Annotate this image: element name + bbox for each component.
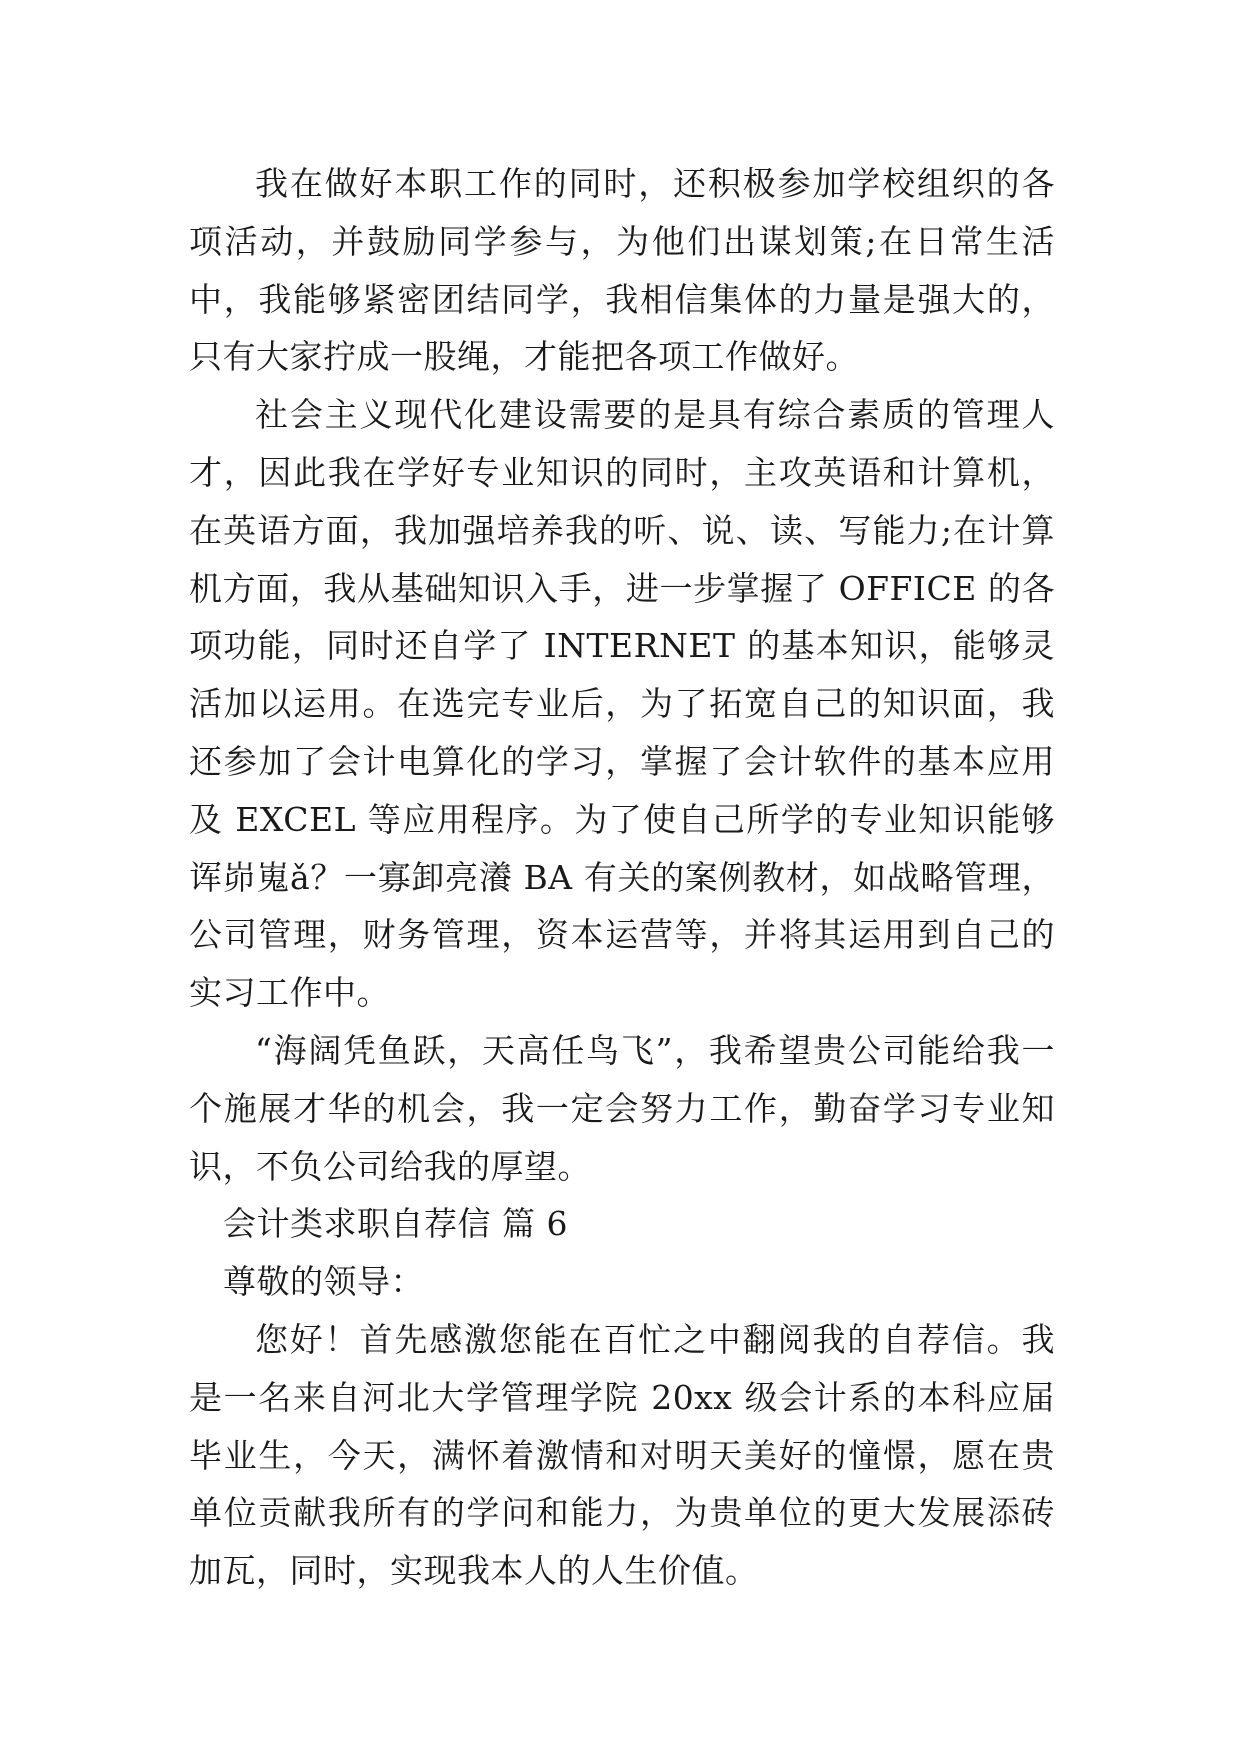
- salutation: 尊敬的领导：: [223, 1262, 424, 1302]
- paragraph-introduction: 您好！首先感激您能在百忙之中翻阅我的自荐信。我是一名来自河北大学管理学院 20xx 级会计系的本科应届毕业生，今天，满怀着激情和对明天美好的憧憬，愿在贵单位贡献我所有的学问和能力，为贵单位的更大发展添砖加瓦，同时，实现我本人的人生价值。: [189, 1319, 1055, 1591]
- paragraph-activities: 我在做好本职工作的同时，还积极参加学校组织的各项活动，并鼓励同学参与，为他们出谋划策;在日常生活中，我能够紧密团结同学，我相信集体的力量是强大的，只有大家拧成一股绳，才能把各项工作做好。: [189, 164, 1055, 377]
- document-page: [189, 155, 1055, 1600]
- section-title: 会计类求职自荐信 篇 6: [223, 1204, 568, 1244]
- paragraph-aspiration: “海阔凭鱼跃，天高任鸟飞”，我希望贵公司能给我一个施展才华的机会，我一定会努力工作，勤奋学习专业知识，不负公司给我的厚望。: [189, 1030, 1055, 1186]
- paragraph-skills: 社会主义现代化建设需要的是具有综合素质的管理人才，因此我在学好专业知识的同时，主攻英语和计算机，在英语方面，我加强培养我的听、说、读、写能力;在计算机方面，我从基础知识入手，进一步掌握了 OFFICE 的各项功能，同时还自学了 INTERNET 的基本知识，能够灵活加以运用。在选完专业后，为了拓宽自己的知识面，我还参加了会计电算化的学习，掌握了会计软件的基本应用及 EXCEL 等应用程序。为了使自己所学的专业知识能够诨峁嵬ǎ？一寡卸亮瀁 BA 有关的案例教材，如战略管理，公司管理，财务管理，资本运营等，并将其运用到自己的实习工作中。: [189, 395, 1055, 1013]
